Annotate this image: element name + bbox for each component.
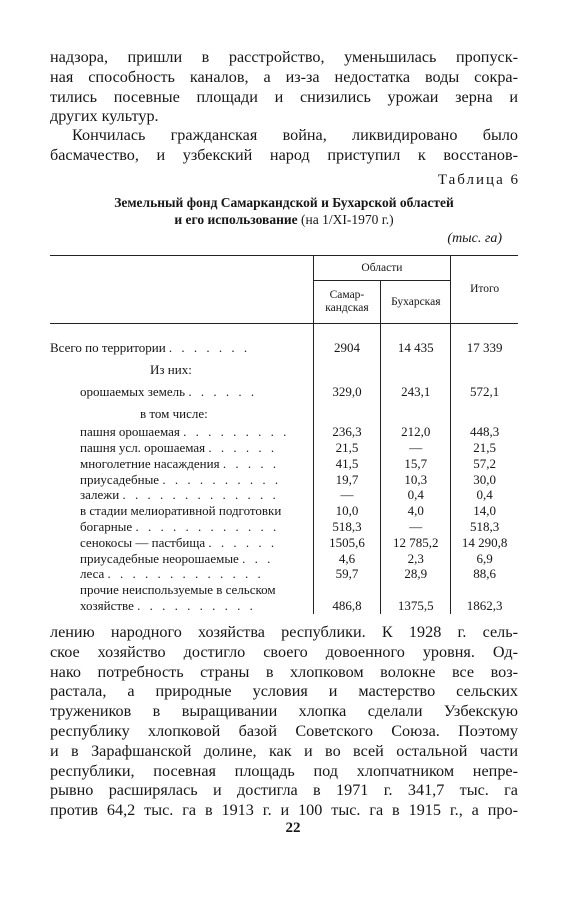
- land-fund-table: [50, 255, 518, 614]
- cell-total: 30,0: [451, 472, 518, 488]
- header-total: Итого: [451, 256, 518, 324]
- cell-samarkand: 1505,6: [313, 535, 381, 551]
- row-label: в том числе:: [140, 406, 208, 422]
- cell-samarkand: 4,6: [313, 551, 381, 567]
- caption-line: Земельный фонд Самаркандской и Бухарской областей: [114, 195, 454, 210]
- row-label: орошаемых земель . . . . . .: [80, 384, 258, 400]
- caption-date: (на 1/XI-1970 г.): [301, 212, 394, 227]
- cell-bukhara: 2,3: [381, 551, 451, 567]
- table-row: [50, 472, 518, 488]
- cell-total: 17 339: [451, 334, 518, 356]
- header-samarkand: Самар- кандская: [313, 281, 381, 324]
- table-row: [50, 334, 518, 356]
- row-label: в стадии мелиоративной подготовки: [80, 503, 282, 519]
- cell-samarkand: 21,5: [313, 440, 381, 456]
- text-line: Кончилась гражданская война, ликвидировано было: [72, 126, 518, 144]
- paragraph-top: [50, 48, 518, 127]
- cell-bukhara: 12 785,2: [381, 535, 451, 551]
- row-label: леса . . . . . . . . . . . . .: [80, 566, 264, 582]
- cell-total: 1862,3: [451, 598, 518, 614]
- row-label: богарные . . . . . . . . . . . .: [80, 518, 280, 534]
- cell-bukhara: 243,1: [381, 378, 451, 400]
- cell-total: 14,0: [451, 503, 518, 519]
- row-label: приусадебные неорошаемые . . .: [80, 550, 274, 566]
- text-line: и в Зарафшанской долине, как и во всей остальной части: [50, 741, 518, 760]
- table-row: [50, 356, 518, 378]
- row-label: приусадебные . . . . . . . . . .: [80, 471, 282, 487]
- row-label: многолетние насаждения . . . . .: [80, 455, 280, 471]
- text-line: басмачество, и узбекский народ приступил к восстанов-: [50, 145, 518, 164]
- cell-bukhara: 28,9: [381, 566, 451, 582]
- text-line: тружеников в выращивании хлопка сделали Узбекскую: [50, 702, 518, 721]
- row-label: Всего по территории . . . . . . .: [50, 340, 251, 356]
- table-row: [50, 582, 518, 598]
- table-row: [50, 598, 518, 614]
- row-label: Из них:: [150, 362, 192, 378]
- paragraph-bottom: [50, 623, 518, 821]
- row-label: прочие неиспользуемые в сельском: [80, 582, 276, 598]
- text-line: лению народного хозяйства республики. К 1928 г. сель-: [50, 623, 518, 641]
- row-label: сенокосы — пастбища . . . . . .: [80, 534, 278, 550]
- row-label: пашня орошаемая . . . . . . . . .: [80, 424, 290, 440]
- text-line: ная способность каналов, а из-за недостатка воды сокра-: [50, 67, 518, 86]
- table-row: [50, 503, 518, 519]
- cell-samarkand: 19,7: [313, 472, 381, 488]
- table-row: [50, 535, 518, 551]
- cell-samarkand: 10,0: [313, 503, 381, 519]
- cell-samarkand: 59,7: [313, 566, 381, 582]
- row-label: пашня усл. орошаемая . . . . . .: [80, 440, 278, 455]
- cell-bukhara: 1375,5: [381, 598, 451, 614]
- cell-total: 0,4: [451, 487, 518, 503]
- cell-bukhara: 10,3: [381, 472, 451, 488]
- table-row: [50, 400, 518, 422]
- table-number: Таблица 6: [437, 172, 520, 188]
- cell-samarkand: 518,3: [313, 519, 381, 535]
- header-regions: Области: [313, 256, 451, 281]
- cell-samarkand: 329,0: [313, 378, 381, 400]
- table-caption: [50, 194, 518, 228]
- row-label: хозяйстве . . . . . . . . . .: [80, 597, 256, 613]
- cell-bukhara: —: [381, 440, 451, 456]
- cell-bukhara: 4,0: [381, 503, 451, 519]
- cell-samarkand: 486,8: [313, 598, 381, 614]
- page-number: 22: [285, 820, 301, 836]
- cell-samarkand: 41,5: [313, 456, 381, 472]
- table-row: [50, 566, 518, 582]
- text-line: рывно расширялась и достигла в 1971 г. 341,7 тыс. га: [50, 781, 518, 800]
- text-line: тились посевные площади и снизились урожаи зерна и: [50, 87, 518, 106]
- cell-total: 6,9: [451, 551, 518, 567]
- caption-line: [50, 211, 518, 228]
- row-label: залежи . . . . . . . . . . . . .: [80, 487, 279, 503]
- table-row: [50, 487, 518, 503]
- caption-line-text: и его использование: [174, 212, 298, 227]
- cell-bukhara: —: [381, 519, 451, 535]
- cell-bukhara: 212,0: [381, 422, 451, 440]
- table-row: [50, 422, 518, 440]
- text-line: надзора, пришли в расстройство, уменьшилась пропуск-: [50, 48, 518, 66]
- cell-total: 14 290,8: [451, 535, 518, 551]
- paragraph-mid: [50, 126, 518, 166]
- table-row: [50, 378, 518, 400]
- text-line: других культур.: [50, 107, 159, 126]
- table-row: [50, 519, 518, 535]
- text-line: республики, посевная площадь под хлопчатником непре-: [50, 761, 518, 780]
- cell-samarkand: 236,3: [313, 422, 381, 440]
- text-line: нако потребность страны в хлопковом волокне все воз-: [50, 662, 518, 681]
- text-line: растала, а природные условия и мастерство сельских: [50, 682, 518, 701]
- table-row: [50, 551, 518, 567]
- cell-total: 448,3: [451, 422, 518, 440]
- text-line: против 64,2 тыс. га в 1913 г. и 100 тыс. га в 1915 г., а про-: [50, 801, 518, 820]
- cell-total: 572,1: [451, 378, 518, 400]
- cell-total: 21,5: [451, 440, 518, 456]
- cell-samarkand: 2904: [313, 334, 381, 356]
- cell-total: 518,3: [451, 519, 518, 535]
- table-spacer: [50, 324, 518, 335]
- text-line: республику хлопковой базой Советского Союза. Поэтому: [50, 721, 518, 740]
- header-bukhara: Бухарская: [381, 281, 451, 324]
- text-line: ское хозяйство достигло своего довоенного уровня. Од-: [50, 642, 518, 661]
- cell-total: 88,6: [451, 566, 518, 582]
- table-row: [50, 456, 518, 472]
- cell-bukhara: 14 435: [381, 334, 451, 356]
- header-blank: [50, 256, 313, 324]
- cell-bukhara: 15,7: [381, 456, 451, 472]
- table-row: [50, 440, 518, 456]
- cell-samarkand: —: [313, 487, 381, 503]
- cell-bukhara: 0,4: [381, 487, 451, 503]
- table-units: (тыс. га): [447, 231, 502, 246]
- cell-total: 57,2: [451, 456, 518, 472]
